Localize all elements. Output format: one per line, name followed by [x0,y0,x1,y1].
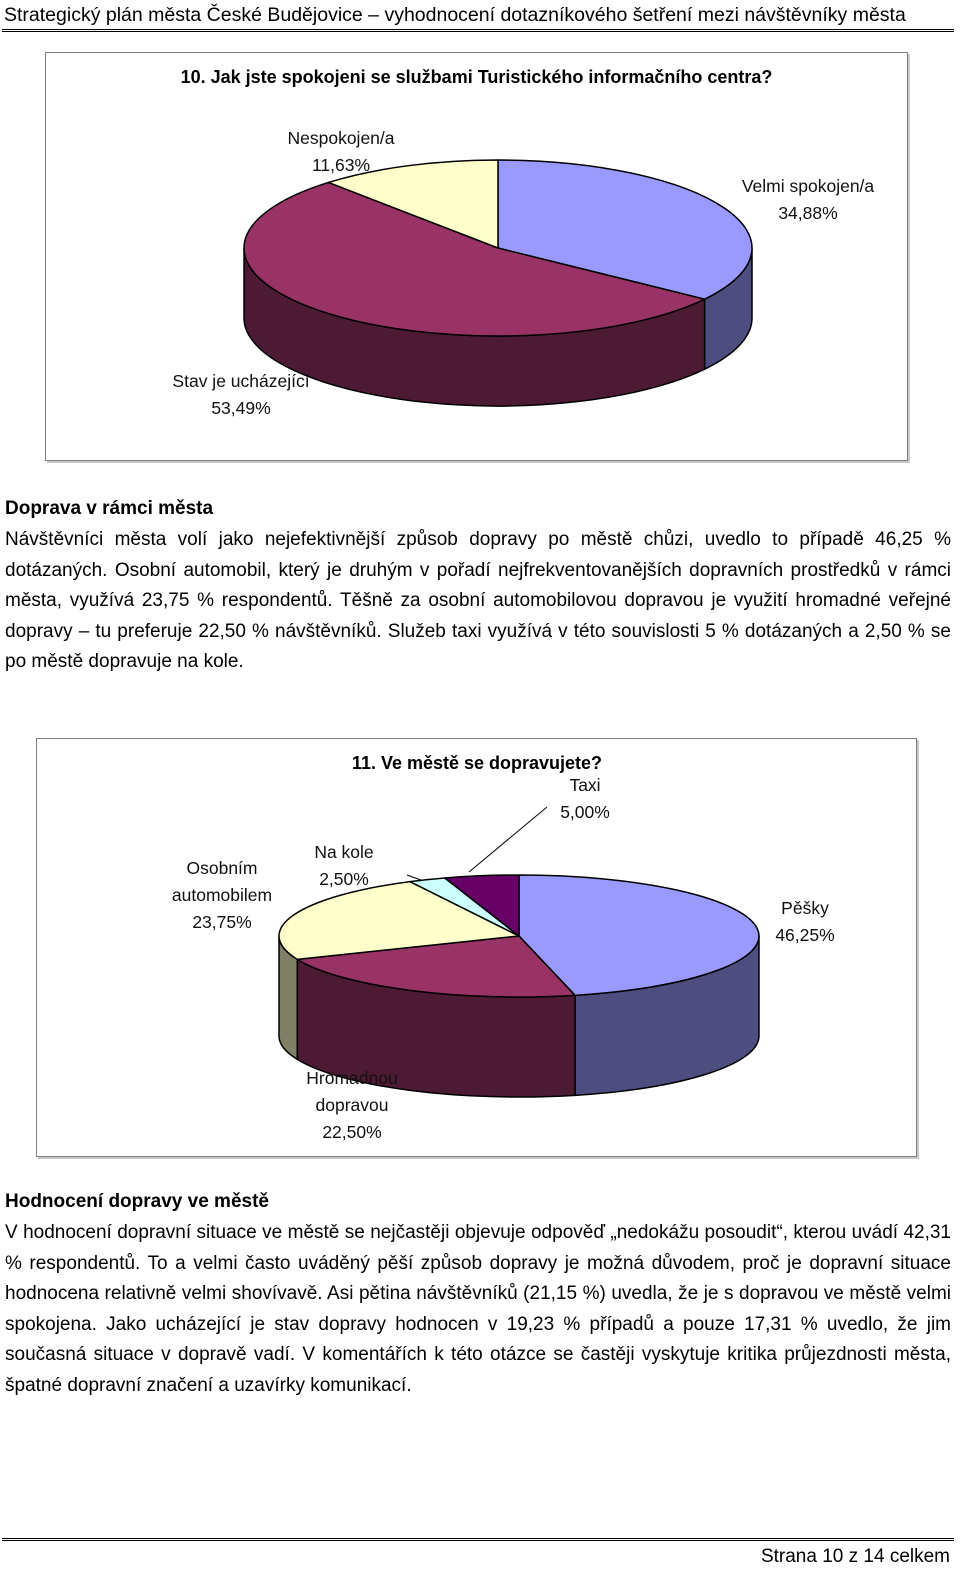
section-heading-hodnoceni: Hodnocení dopravy ve městě [5,1191,269,1212]
chart-2-box [36,738,917,1157]
chart-2-label-kolo: Na kole 2,50% [314,842,374,889]
chart-2-tops [279,875,759,997]
page-header [0,0,960,34]
chart-1-title: 10. Jak jste spokojeni se službami Turistického informačního centra? [180,67,773,87]
chart-1-box [45,52,908,461]
chart-1-label-velmi: Velmi spokojen/a 34,88% [741,176,875,223]
section-heading-doprava: Doprava v rámci města [5,498,214,519]
section-body-doprava: Návštěvníci města volí jako nejefektivnější způsob dopravy po městě chůzi, uvedlo to případě 46,25 % dotázaných. Osobní automobil, který je druhým v pořadí nejfrekventovanějších dopravních prostředků v rámci města, využívá 23,75 % respondentů. Těšně za osobní automobilovou dopravou je využití hromadné veřejné dopravy – tu preferuje 22,50 % návštěvníků. Služeb taxi využívá v této souvislosti 5 % dotázaných a 2,50 % se po městě dopravuje na kole. [5,529,951,673]
chart-1-label-nespokojen: Nespokojen/a 11,63% [287,128,395,175]
chart-2-label-pesky: Pěšky 46,25% [775,898,835,945]
footer-rule [2,1538,954,1543]
chart-2-label-taxi: Taxi 5,00% [560,775,610,822]
chart-1-label-stav: Stav je ucházející 53,49% [172,371,310,418]
chart-2-label-osobnim: Osobním automobilem 23,75% [171,858,273,932]
header-title: Strategický plán města České Budějovice – vyhodnocení dotazníkového šetření mezi návštěvníky města [4,4,906,26]
chart-1-tops [244,160,752,336]
chart-2-title: 11. Ve městě se dopravujete? [351,753,603,773]
header-rule [2,29,954,34]
section-body-hodnoceni: V hodnocení dopravní situace ve městě se nejčastěji objevuje odpověď „nedokážu posoudit“, kterou uvádí 42,31 % respondentů. To a velmi často uváděný pěší způsob dopravy je možná důvodem, proč je dopravní situace hodnocena relativně velmi shovívavě. Asi pětina návštěvníků (21,15 %) uvedla, že je s dopravou ve městě velmi spokojena. Jako ucházející je stav dopravy hodnocen v 19,23 % případů a pouze 17,31 % uvedlo, že jim současná situace v dopravě vadí. V komentářích k této otázce se častěji vyskytuje kritika průjezdnosti města, špatné dopravní značení a uzavírky komunikací. [5,1222,951,1396]
page-number: Strana 10 z 14 celkem [760,1546,950,1567]
chart-2-label-hromadnou: Hromadnou dopravou 22,50% [306,1068,398,1142]
